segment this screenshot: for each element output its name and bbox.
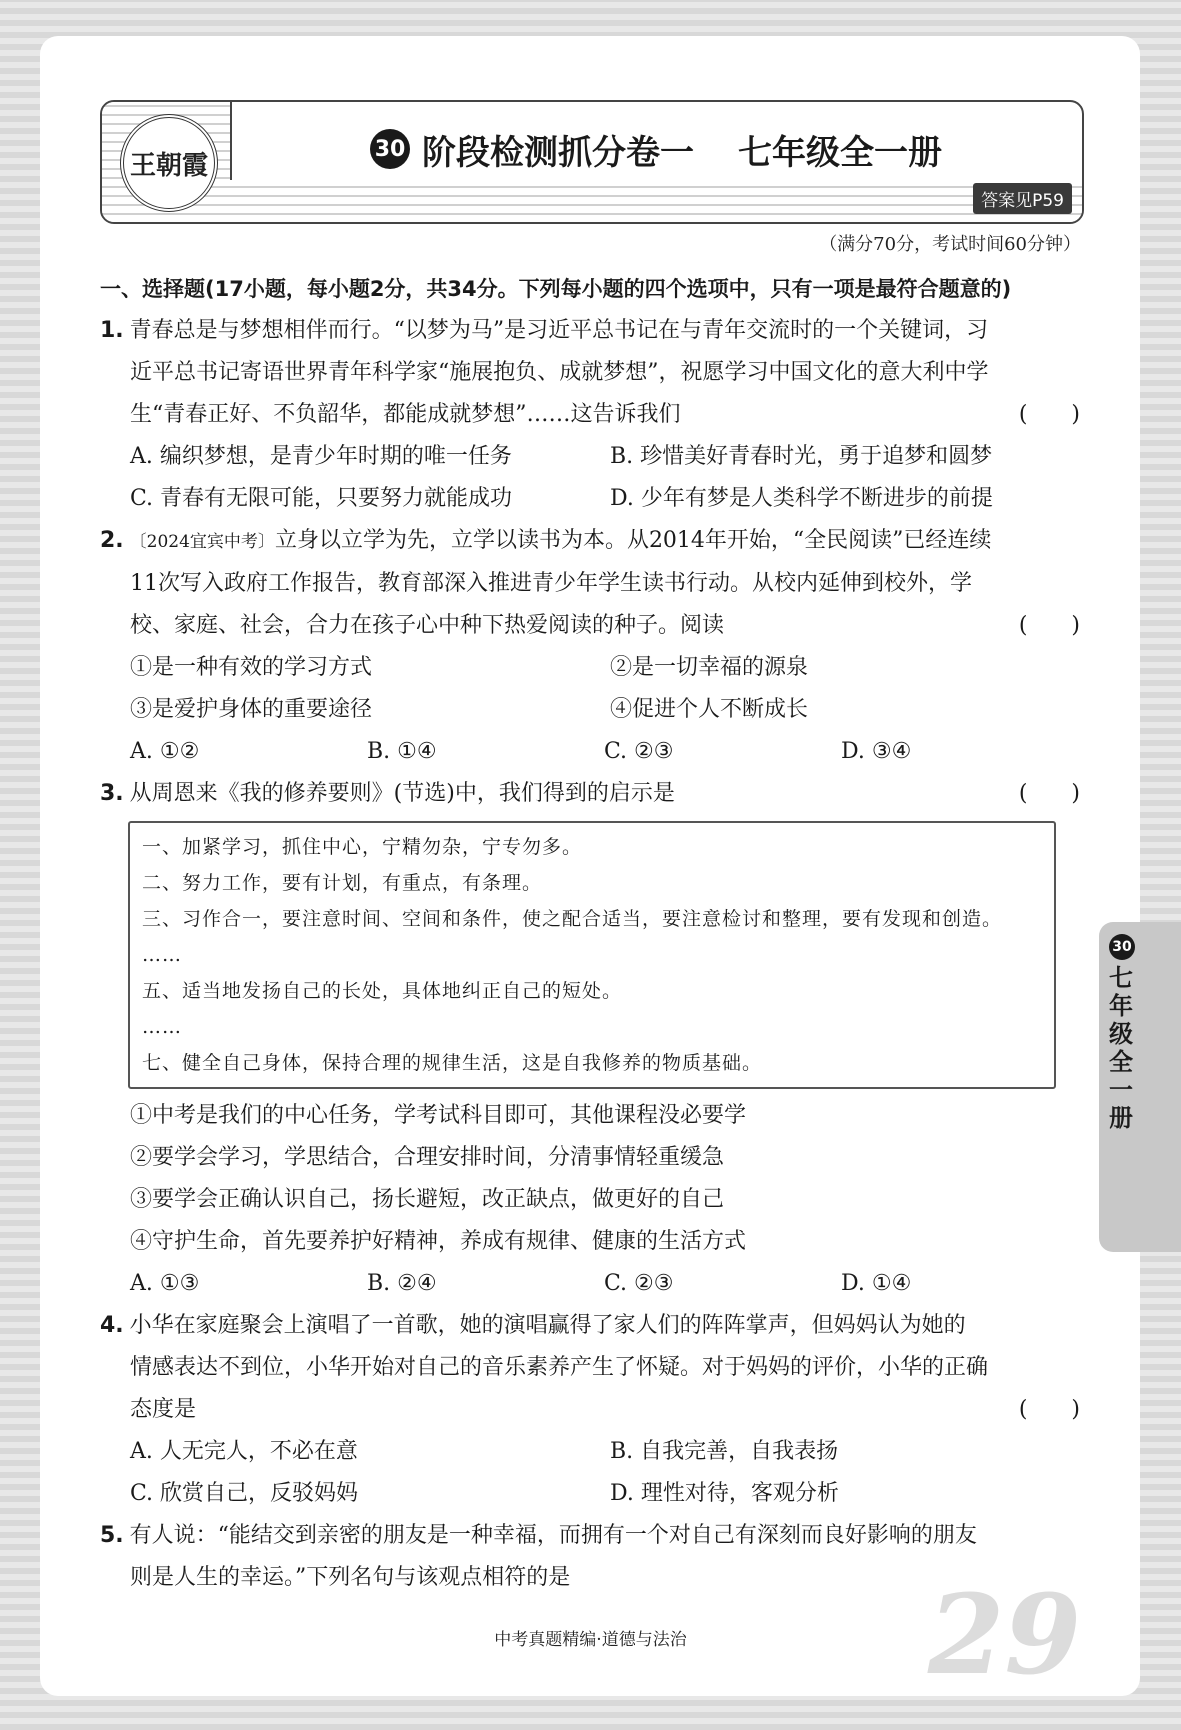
- option-a: A. 人无完人，不必在意: [130, 1439, 358, 1464]
- quote-line: ……: [142, 944, 182, 966]
- question-content: [100, 268, 1080, 1599]
- option-a: A. 编织梦想，是青少年时期的唯一任务: [130, 444, 512, 469]
- logo-area: [102, 102, 232, 222]
- statement-item: ③是爱护身体的重要途径: [130, 697, 373, 722]
- question-2: [100, 520, 1080, 773]
- quote-line: 三、习作合一，要注意时间、空间和条件，使之配合适当，要注意检讨和整理，要有发现和创造。: [142, 908, 1003, 930]
- statement-item: ④守护生命，首先要养护好精神，养成有规律、健康的生活方式: [130, 1229, 747, 1254]
- side-tab: [1099, 922, 1181, 1252]
- question-4: [100, 1305, 1080, 1515]
- option-d: D. ①④: [841, 1271, 912, 1296]
- option-d: D. ③④: [841, 739, 912, 764]
- option-a: A. ①②: [130, 739, 200, 764]
- question-text-line: 则是人生的幸运。”下列名句与该观点相符的是: [130, 1565, 571, 1590]
- quote-box: [128, 821, 1056, 1089]
- option-c: C. 欣赏自己，反驳妈妈: [130, 1481, 359, 1506]
- question-number: 5.: [100, 1523, 124, 1548]
- option-d: D. 少年有梦是人类科学不断进步的前提: [610, 486, 993, 511]
- question-text-line: 校、家庭、社会，合力在孩子心中种下热爱阅读的种子。阅读: [130, 613, 725, 638]
- option-d: D. 理性对待，客观分析: [610, 1481, 839, 1506]
- question-text-line: 近平总书记寄语世界青年科学家“施展抱负、成就梦想”，祝愿学习中国文化的意大利中学: [130, 360, 989, 385]
- statement-item: ③要学会正确认识自己，扬长避短，改正缺点，做更好的自己: [130, 1187, 725, 1212]
- question-text-line: 11次写入政府工作报告，教育部深入推进青少年学生读书行动。从校内延伸到校外，学: [130, 571, 972, 596]
- question-number: 1.: [100, 318, 124, 343]
- question-number: 4.: [100, 1313, 124, 1338]
- quote-line: 五、适当地发扬自己的长处，具体地纠正自己的短处。: [142, 980, 623, 1002]
- option-b: B. ①④: [367, 739, 437, 764]
- question-text-line: 青春总是与梦想相伴而行。“以梦为马”是习近平总书记在与青年交流时的一个关键词，习: [129, 318, 989, 343]
- options: [100, 1431, 1080, 1515]
- quote-line: 一、加紧学习，抓住中心，宁精勿杂，宁专勿多。: [142, 836, 583, 858]
- question-text-line: 小华在家庭聚会上演唱了一首歌，她的演唱赢得了家人们的阵阵掌声，但妈妈认为她的: [129, 1313, 966, 1338]
- statement-item: ①是一种有效的学习方式: [130, 655, 373, 680]
- question-1: [100, 310, 1080, 520]
- title-text: 阶段检测抓分卷一: [422, 132, 694, 173]
- statement-item: ②是一切幸福的源泉: [610, 655, 809, 680]
- section-heading: 一、选择题(17小题，每小题2分，共34分。下列每小题的四个选项中，只有一项是最符合题意的): [100, 277, 1012, 301]
- question-source: 〔2024宜宾中考〕: [129, 532, 275, 552]
- answer-bracket: ( ): [1018, 781, 1080, 806]
- options: [100, 436, 1080, 520]
- statement-item: ④促进个人不断成长: [610, 697, 809, 722]
- score-note: （满分70分，考试时间60分钟）: [819, 234, 1081, 255]
- option-b: B. 珍惜美好青春时光，勇于追梦和圆梦: [610, 444, 993, 469]
- question-number: 3.: [100, 781, 124, 806]
- option-c: C. ②③: [604, 1271, 674, 1296]
- option-c: C. 青春有无限可能，只要努力就能成功: [130, 486, 513, 511]
- statement-item: ②要学会学习，学思结合，合理安排时间，分清事情轻重缓急: [130, 1145, 725, 1170]
- quote-line: 二、努力工作，要有计划，有重点，有条理。: [142, 872, 543, 894]
- answer-bracket: ( ): [1018, 1397, 1080, 1422]
- question-text-line: 有人说：“能结交到亲密的朋友是一种幸福，而拥有一个对自己有深刻而良好影响的朋友: [129, 1523, 977, 1548]
- side-tab-text: 七年级全一册: [1109, 964, 1133, 1132]
- option-b: B. 自我完善，自我表扬: [610, 1439, 839, 1464]
- test-number-badge: 30: [370, 129, 410, 169]
- option-b: B. ②④: [367, 1271, 437, 1296]
- page-title: [230, 124, 1082, 174]
- answer-bracket: ( ): [1018, 613, 1080, 638]
- header-stripes: [230, 180, 1082, 222]
- page-number: 29: [927, 1570, 1081, 1699]
- option-c: C. ②③: [604, 739, 674, 764]
- brand-logo: 王朝霞: [120, 114, 218, 212]
- statements: [100, 647, 1080, 731]
- options: [100, 1263, 1080, 1305]
- header: [100, 100, 1084, 224]
- footer: 中考真题精编·道德与法治: [494, 1630, 687, 1650]
- question-text-line: 生“青春正好、不负韶华，都能成就梦想”……这告诉我们: [130, 402, 681, 427]
- side-tab-number: 30: [1109, 934, 1135, 960]
- question-text-line: 情感表达不到位，小华开始对自己的音乐素养产生了怀疑。对于妈妈的评价，小华的正确: [130, 1355, 989, 1380]
- option-a: A. ①③: [130, 1271, 200, 1296]
- statement-item: ①中考是我们的中心任务，学考试科目即可，其他课程没必要学: [130, 1103, 747, 1128]
- question-number: 2.: [100, 528, 124, 553]
- options: [100, 731, 1080, 773]
- quote-line: ……: [142, 1016, 182, 1038]
- title-grade: 七年级全一册: [738, 132, 942, 173]
- question-text-line: 从周恩来《我的修养要则》(节选)中，我们得到的启示是: [129, 781, 675, 806]
- question-3: [100, 773, 1080, 1305]
- question-text-line: 态度是: [130, 1397, 197, 1422]
- answer-bracket: ( ): [1018, 402, 1080, 427]
- quote-line: 七、健全自己身体，保持合理的规律生活，这是自我修养的物质基础。: [142, 1052, 763, 1074]
- answer-reference: 答案见P59: [973, 183, 1072, 214]
- question-text-line: 立身以立学为先，立学以读书为本。从2014年开始，“全民阅读”已经连续: [274, 528, 992, 553]
